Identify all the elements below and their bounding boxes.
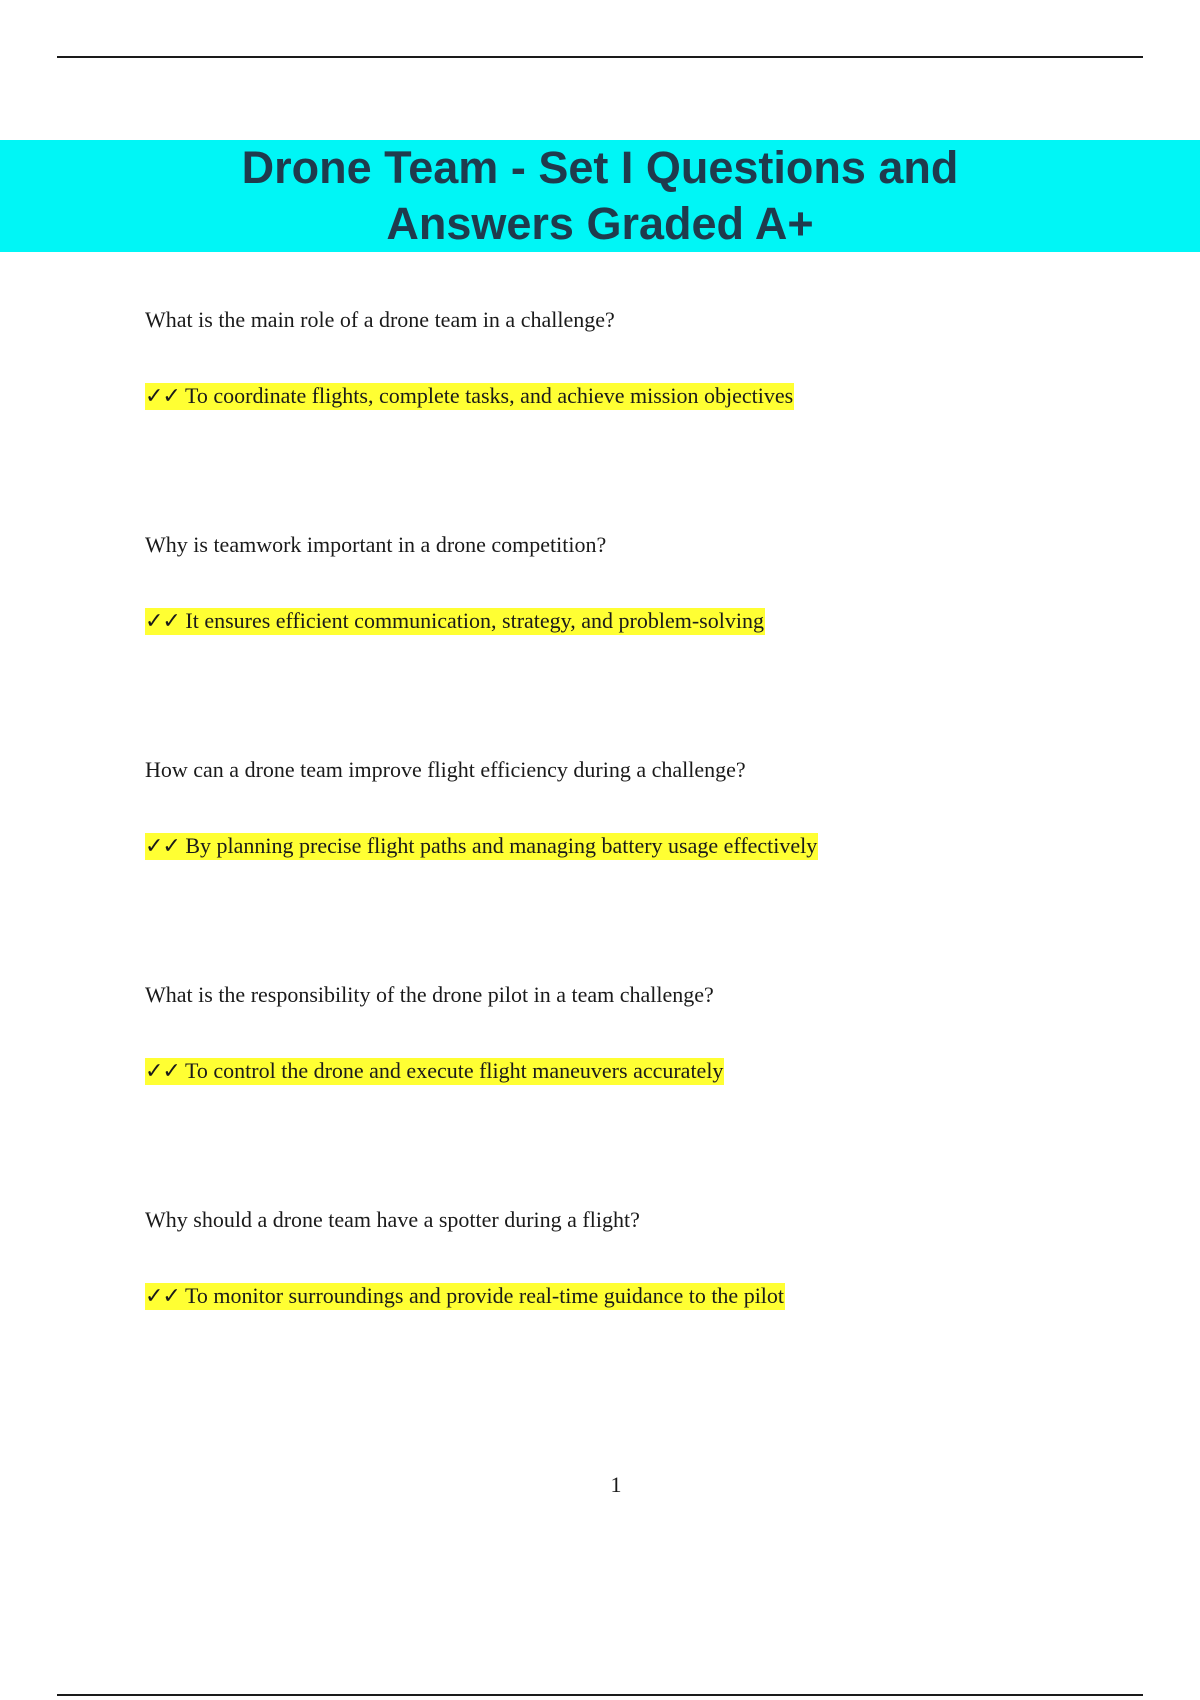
question-text: What is the responsibility of the drone pilot in a team challenge? xyxy=(145,982,714,1007)
qa-item xyxy=(145,530,1145,755)
footer-rule xyxy=(57,1694,1143,1696)
answer-text: ✓✓ To control the drone and execute flight maneuvers accurately xyxy=(145,1058,724,1084)
answer-text: ✓✓ It ensures efficient communication, strategy, and problem-solving xyxy=(145,608,764,634)
qa-item xyxy=(145,755,1145,980)
qa-list xyxy=(145,305,1145,1430)
question-text: What is the main role of a drone team in a challenge? xyxy=(145,307,615,332)
header-rule xyxy=(57,56,1143,58)
question-text: How can a drone team improve flight efficiency during a challenge? xyxy=(145,757,746,782)
double-check-icon: ✓✓ xyxy=(145,1284,180,1309)
title-line-2: Answers Graded A+ xyxy=(0,196,1200,252)
answer-text: ✓✓ To monitor surroundings and provide real-time guidance to the pilot xyxy=(145,1283,785,1309)
page-number: 1 xyxy=(610,1472,622,1497)
answer-text: ✓✓ By planning precise flight paths and managing battery usage effectively xyxy=(145,833,818,859)
question-text: Why should a drone team have a spotter during a flight? xyxy=(145,1207,640,1232)
double-check-icon: ✓✓ xyxy=(145,609,180,634)
double-check-icon: ✓✓ xyxy=(145,1059,180,1084)
qa-item xyxy=(145,1205,1145,1430)
answer-text: ✓✓ To coordinate flights, complete tasks, and achieve mission objectives xyxy=(145,383,794,409)
double-check-icon: ✓✓ xyxy=(145,384,180,409)
title-line-1: Drone Team - Set I Questions and xyxy=(0,140,1200,196)
document-title xyxy=(0,140,1200,252)
double-check-icon: ✓✓ xyxy=(145,834,180,859)
question-text: Why is teamwork important in a drone competition? xyxy=(145,532,607,557)
qa-item xyxy=(145,305,1145,530)
qa-item xyxy=(145,980,1145,1205)
